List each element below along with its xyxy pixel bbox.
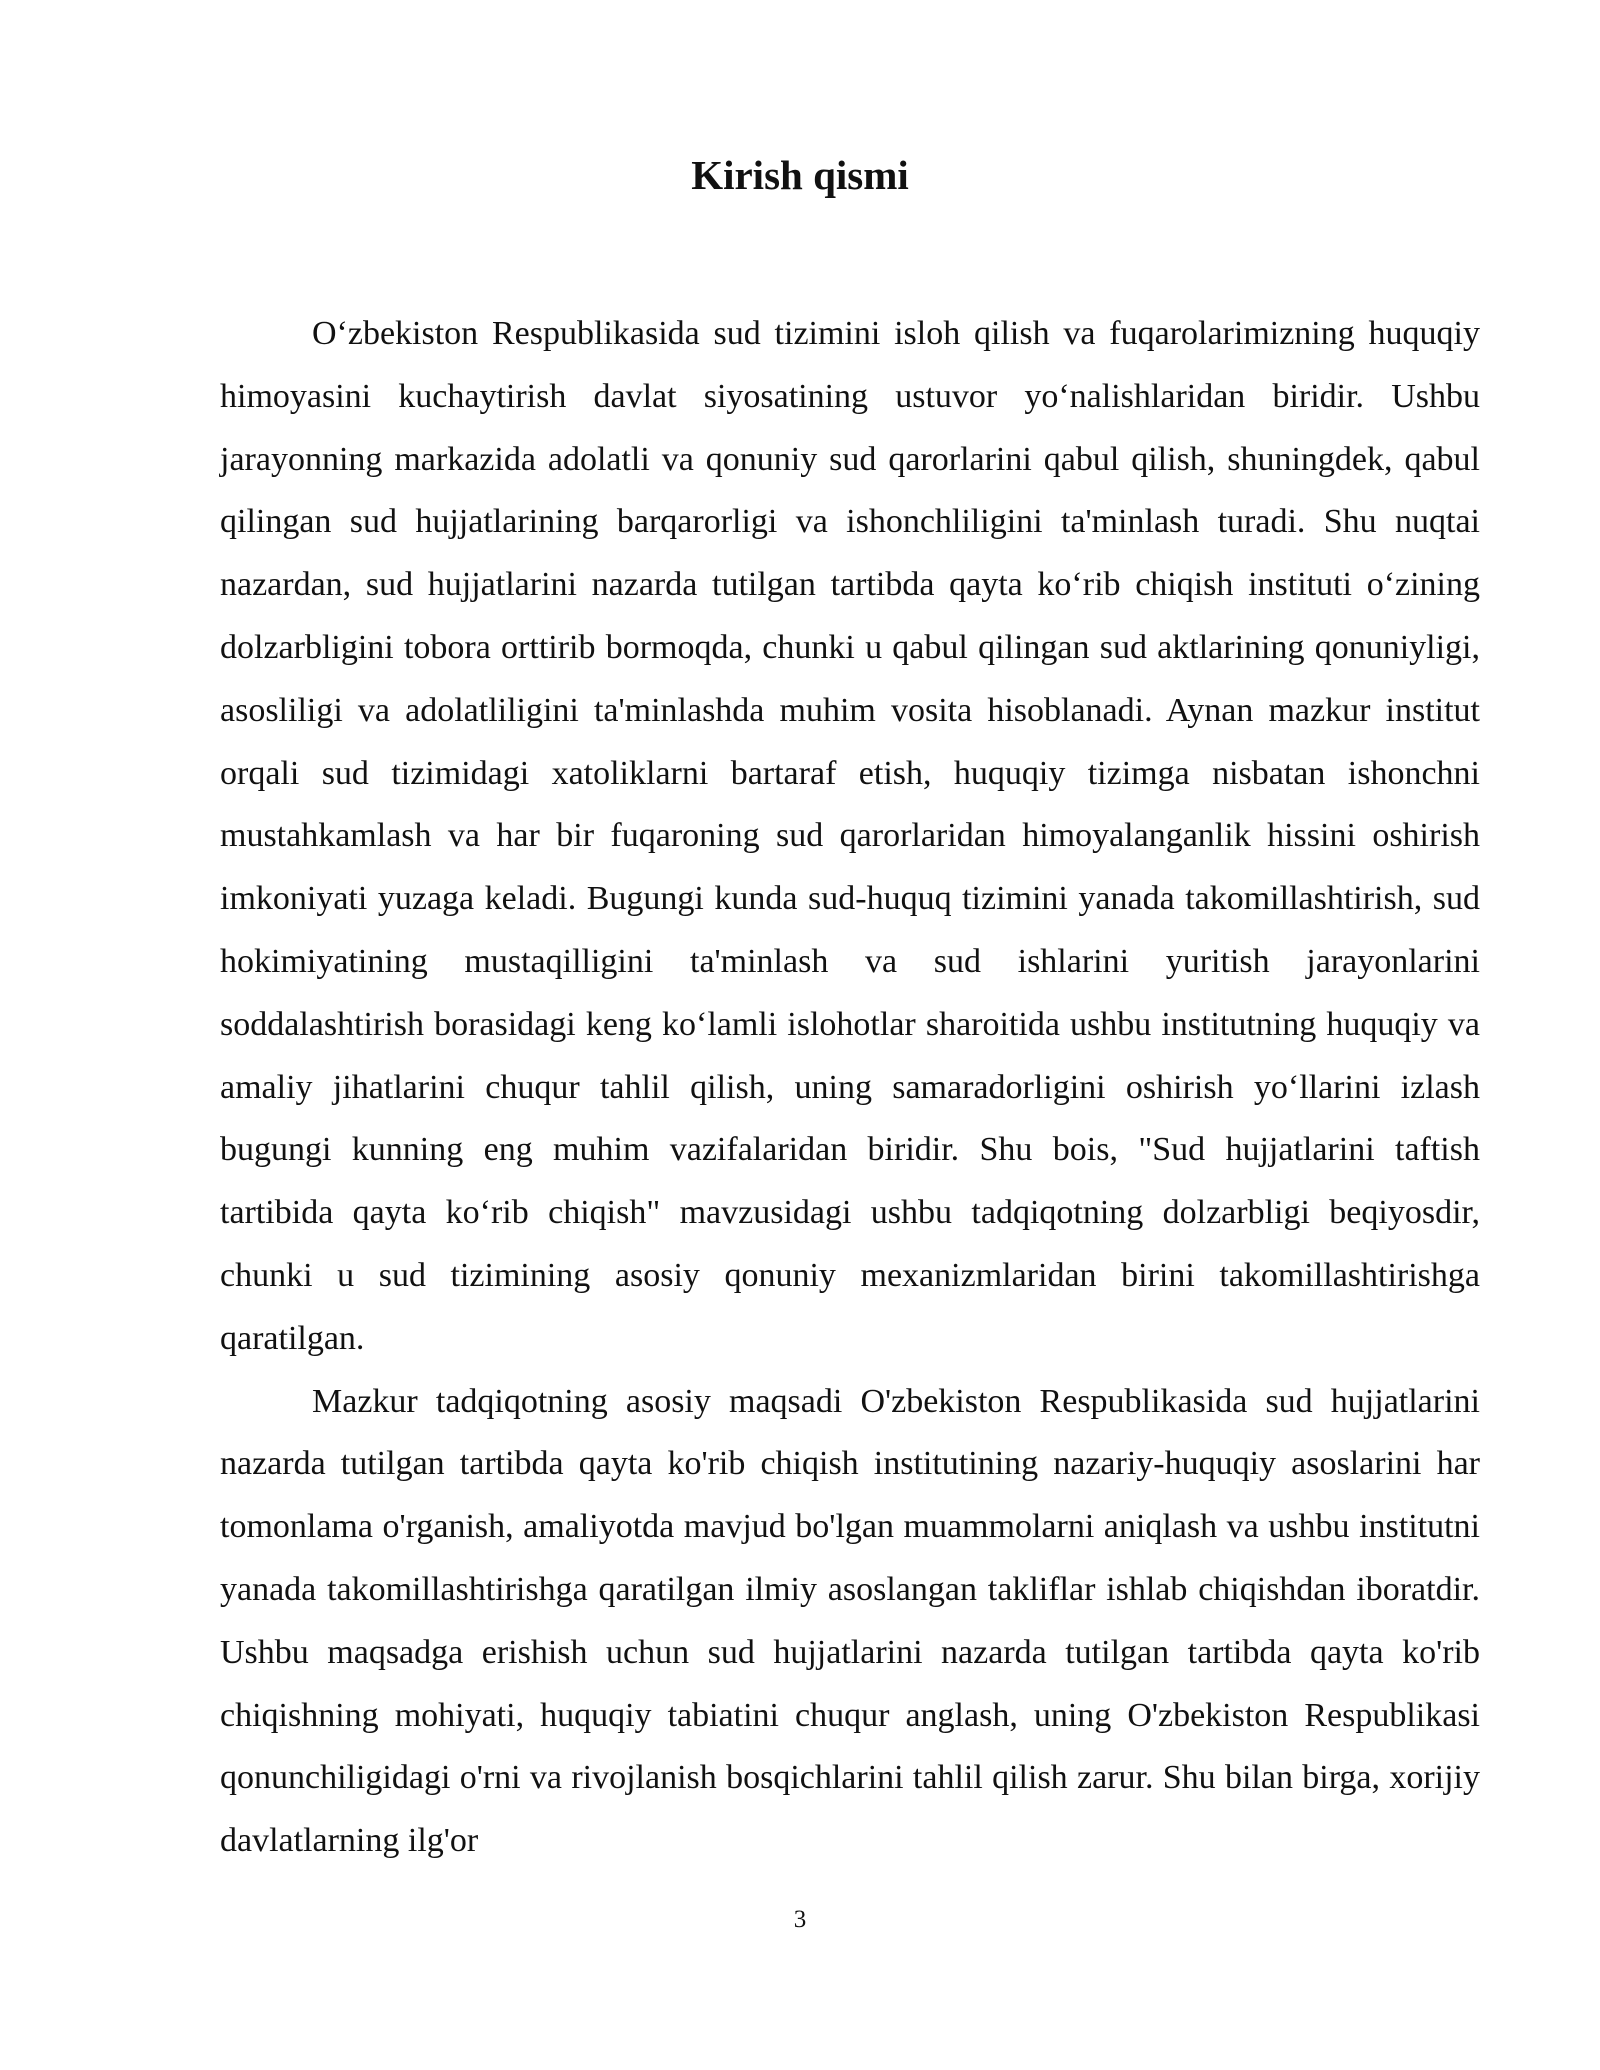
paragraph-2: Mazkur tadqiqotning asosiy maqsadi O'zbekiston Respublikasida sud hujjatlarini nazarda tutilgan tartibda qayta ko'rib chiqish institutining nazariy-huquqiy asoslarini har tomonlama o'rganish, amaliyotda mavjud bo'lgan muammolarni aniqlash va ushbu institutni yanada takomillashtirishga qaratilgan ilmiy asoslangan takliflar ishlab chiqishdan iboratdir. Ushbu maqsadga erishish uchun sud hujjatlarini nazarda tutilgan tartibda qayta ko'rib chiqishning mohiyati, huquqiy tabiatini chuqur anglash, uning O'zbekiston Respublikasi qonunchiligidagi o'rni va rivojlanish bosqichlarini tahlil qilish zarur. Shu bilan birga, xorijiy davlatlarning ilg'or	[220, 1382, 1480, 1860]
page-title: Kirish qismi	[691, 152, 909, 198]
document-body	[220, 303, 1480, 1873]
page-number: 3	[793, 1906, 807, 1933]
paragraph-1: O‘zbekiston Respublikasida sud tizimini isloh qilish va fuqarolarimizning huquqiy himoyasini kuchaytirish davlat siyosatining ustuvor yo‘nalishlaridan biridir. Ushbu jarayonning markazida adolatli va qonuniy sud qarorlarini qabul qilish, shuningdek, qabul qilingan sud hujjatlarining barqarorligi va ishonchliligini ta'minlash turadi. Shu nuqtai nazardan, sud hujjatlarini nazarda tutilgan tartibda qayta ko‘rib chiqish instituti o‘zining dolzarbligini tobora orttirib bormoqda, chunki u qabul qilingan sud aktlarining qonuniyligi, asosliligi va adolatliligini ta'minlashda muhim vosita hisoblanadi. Aynan mazkur institut orqali sud tizimidagi xatoliklarni bartaraf etish, huquqiy tizimga nisbatan ishonchni mustahkamlash va har bir fuqaroning sud qarorlaridan himoyalanganlik hissini oshirish imkoniyati yuzaga keladi. Bugungi kunda sud-huquq tizimini yanada takomillashtirish, sud hokimiyatining mustaqilligini ta'minlash va sud ishlarini yuritish jarayonlarini soddalashtirish borasidagi keng ko‘lamli islohotlar sharoitida ushbu institutning huquqiy va amaliy jihatlarini chuqur tahlil qilish, uning samaradorligini oshirish yo‘llarini izlash bugungi kunning eng muhim vazifalaridan biridir. Shu bois, "Sud hujjatlarini taftish tartibida qayta ko‘rib chiqish" mavzusidagi ushbu tadqiqotning dolzarbligi beqiyosdir, chunki u sud tizimining asosiy qonuniy mexanizmlaridan birini takomillashtirishga qaratilgan.	[220, 315, 1480, 1357]
